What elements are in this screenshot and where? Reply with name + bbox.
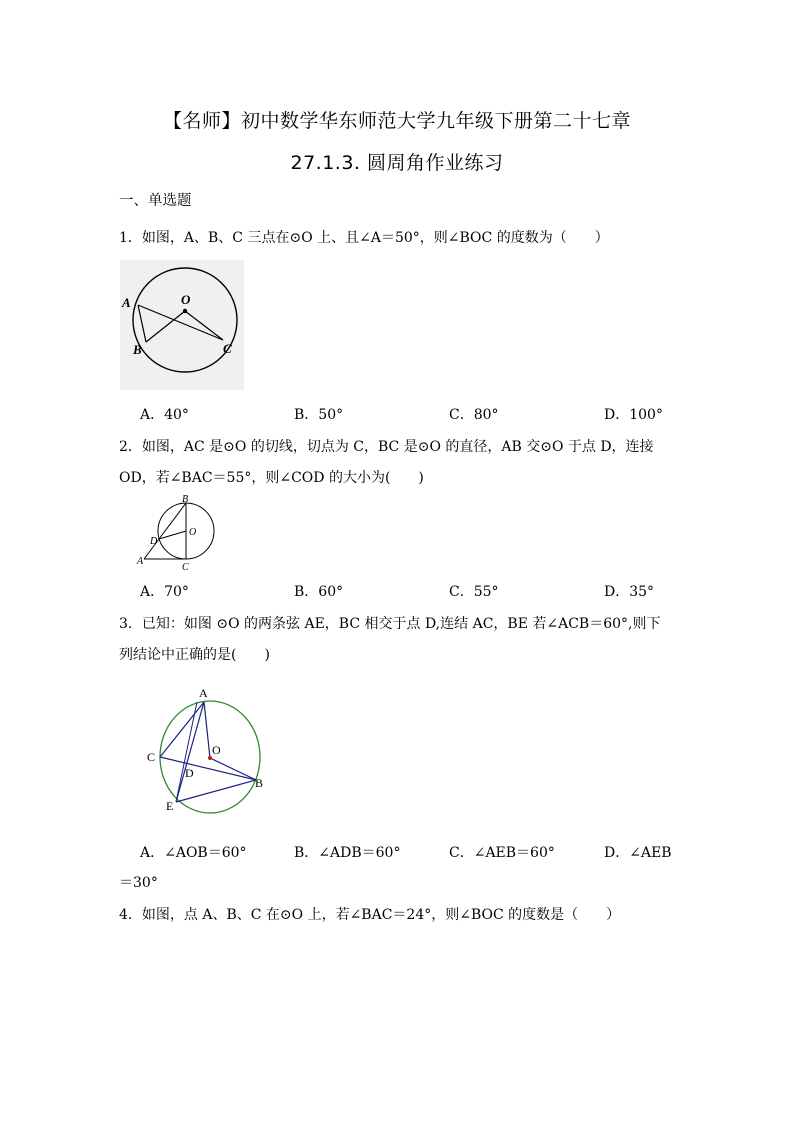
question-1-text: 1．如图，A、B、C 三点在⊙O 上、且∠A＝50°，则∠BOC 的度数为（ ） (119, 230, 609, 246)
question-3-text-line-2: 列结论中正确的是( ) (119, 647, 270, 663)
label-d: D (150, 536, 158, 547)
question-2-text-line-2: OD，若∠BAC＝55°，则∠COD 的大小为( ) (119, 470, 424, 486)
question-3-figure (140, 682, 275, 817)
question-2-option-d[interactable]: D．35° (604, 584, 655, 600)
question-3-option-c[interactable]: C．∠AEB＝60° (449, 845, 555, 861)
chord-ae-edge (176, 702, 197, 802)
center-point (183, 309, 187, 313)
question-3-option-b[interactable]: B．∠ADB＝60° (294, 845, 401, 861)
chord-bc (160, 757, 256, 780)
label-b: B (255, 776, 264, 790)
label-e: E (166, 799, 174, 813)
question-3-text-line-1: 3．已知：如图 ⊙O 的两条弦 AE，BC 相交于点 D,连结 AC，BE 若∠ACB＝60°,则下 (119, 616, 661, 632)
label-c: C (223, 341, 232, 356)
segment-od (159, 531, 186, 539)
label-a: A (137, 556, 144, 567)
section-heading: 一、单选题 (119, 193, 192, 209)
label-a: A (199, 686, 208, 700)
question-2-text-line-1: 2．如图，AC 是⊙O 的切线，切点为 C，BC 是⊙O 的直径，AB 交⊙O 于点 D，连接 (119, 439, 654, 455)
question-2-option-c[interactable]: C．55° (449, 584, 499, 600)
secant-ab (144, 503, 186, 559)
question-1-option-c[interactable]: C．80° (449, 407, 499, 423)
question-1-option-b[interactable]: B．50° (294, 407, 344, 423)
figure-background (120, 260, 244, 390)
label-o: O (181, 292, 191, 307)
question-2-figure (132, 493, 222, 573)
question-2-option-b[interactable]: B．60° (294, 584, 344, 600)
chord-ae (176, 702, 204, 802)
question-3-option-a[interactable]: A．∠AOB＝60° (140, 845, 247, 861)
question-3-option-d[interactable]: D．∠AEB (604, 845, 672, 861)
label-o: O (189, 527, 197, 538)
page-title: 【名师】初中数学华东师范大学九年级下册第二十七章 (162, 110, 631, 132)
question-3-option-d-continued: ＝30° (119, 875, 158, 891)
label-o: O (212, 743, 221, 757)
label-c: C (147, 750, 156, 764)
radius-oa (204, 702, 210, 758)
question-1-figure (120, 260, 244, 390)
label-a: A (122, 295, 131, 310)
label-b: B (133, 342, 142, 357)
page-subtitle: 27.1.3. 圆周角作业练习 (290, 152, 504, 174)
question-4-text: 4．如图，点 A、B、C 在⊙O 上，若∠BAC＝24°，则∠BOC 的度数是（ ） (119, 907, 621, 923)
radius-ob (210, 758, 256, 780)
label-b: B (182, 494, 189, 505)
question-1-option-d[interactable]: D．100° (604, 407, 663, 423)
question-2-option-a[interactable]: A．70° (140, 584, 189, 600)
label-d: D (185, 766, 194, 780)
label-c: C (182, 562, 189, 573)
question-1-option-a[interactable]: A．40° (140, 407, 189, 423)
